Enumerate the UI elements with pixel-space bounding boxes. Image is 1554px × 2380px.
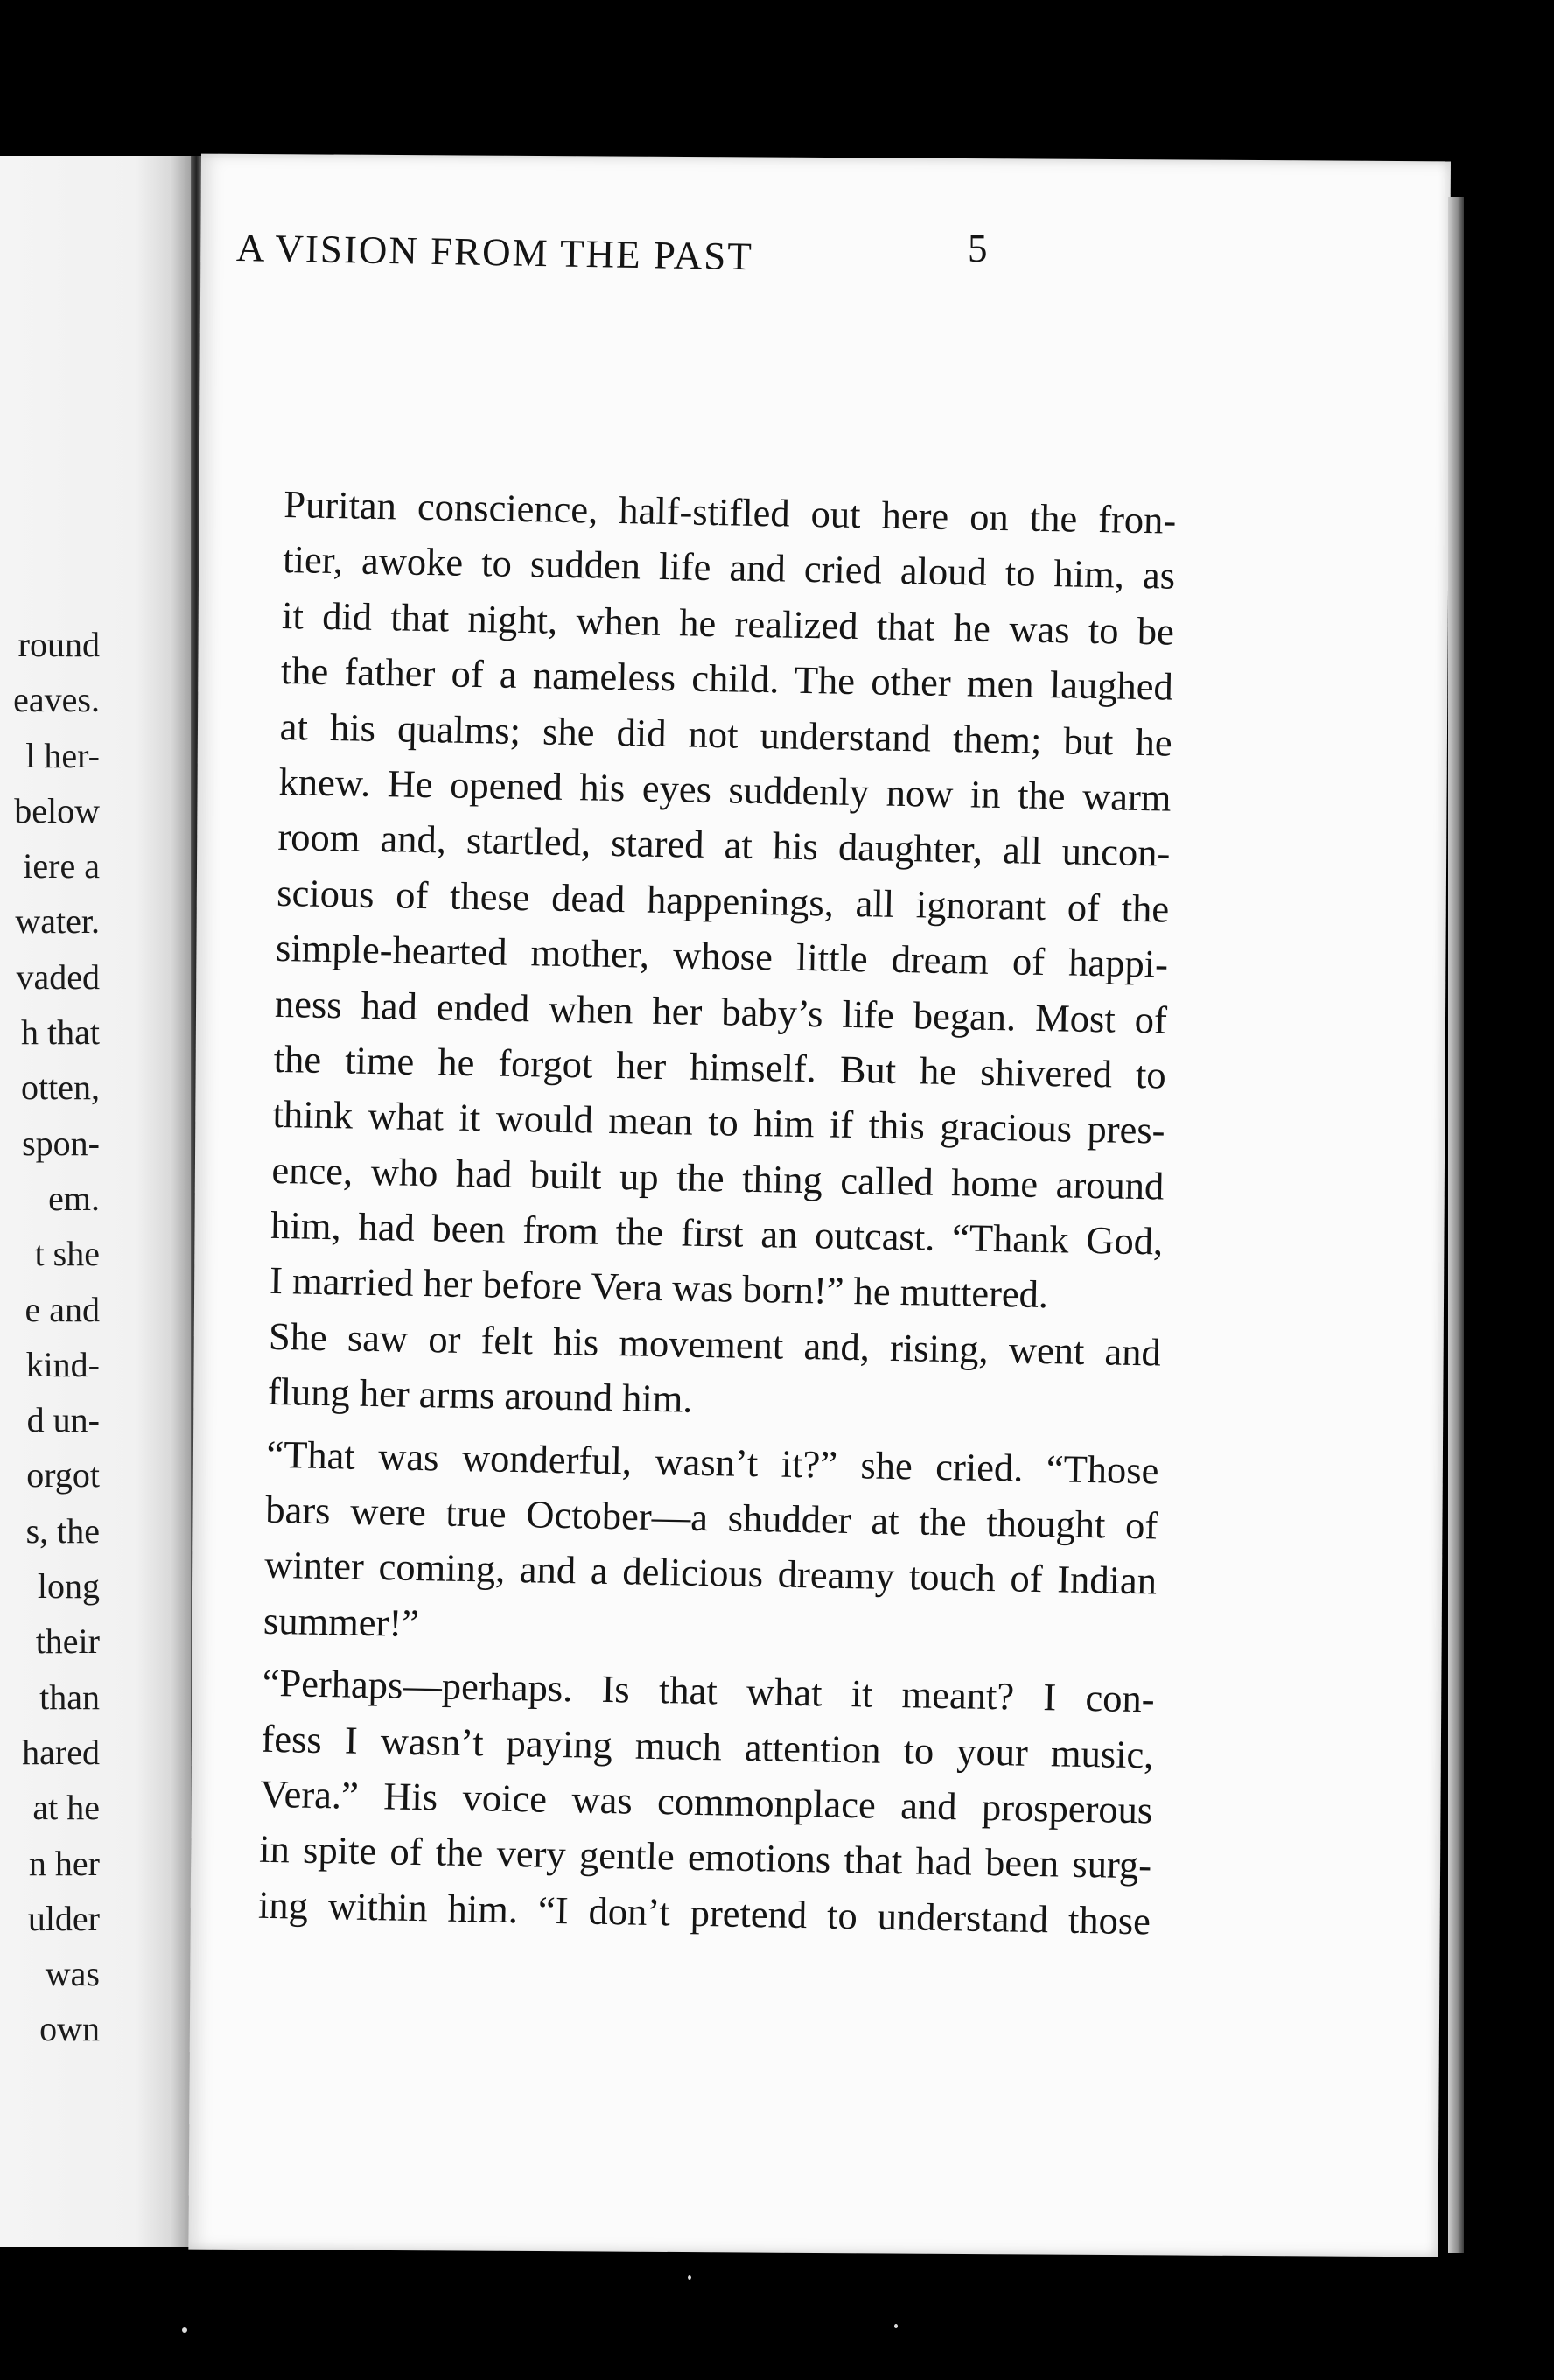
body-line: winter coming, and a delicious dreamy touch of Indian bbox=[263, 1543, 1158, 1603]
left-page-line: hared bbox=[22, 1732, 100, 1772]
body-line: flung her arms around him. bbox=[267, 1369, 693, 1421]
body-line: ness had ended when her baby’s life began. Most of bbox=[274, 981, 1168, 1042]
running-head: A VISION FROM THE PAST bbox=[235, 226, 754, 279]
dust-speck bbox=[894, 2324, 898, 2328]
left-page-line: was bbox=[45, 1954, 100, 1994]
left-page-line: t she bbox=[34, 1234, 100, 1274]
left-page-line: l her- bbox=[25, 735, 100, 775]
body-line: it did that night, when he realized that he was to be bbox=[281, 592, 1175, 654]
left-page-line: orgot bbox=[26, 1455, 100, 1495]
left-page-line: vaded bbox=[16, 956, 100, 997]
body-line: in spite of the very gentle emotions that had been surg- bbox=[258, 1827, 1152, 1887]
body-line: the time he forgot her himself. But he shivered to bbox=[273, 1036, 1167, 1097]
left-page-line: eaves. bbox=[13, 680, 100, 720]
body-line: fess I wasn’t paying much attention to your music, bbox=[261, 1716, 1154, 1777]
left-page-line: e and bbox=[24, 1289, 100, 1329]
left-page-line: at he bbox=[32, 1788, 100, 1828]
left-page-line: round bbox=[18, 625, 100, 664]
left-page-line: ulder bbox=[27, 1898, 100, 1938]
left-page-line: their bbox=[35, 1621, 100, 1662]
left-page-line: below bbox=[14, 790, 100, 830]
left-facing-page bbox=[0, 156, 194, 2247]
left-page-line: h that bbox=[21, 1012, 100, 1053]
left-page-line: kind- bbox=[25, 1344, 100, 1384]
left-page-line: than bbox=[39, 1676, 100, 1717]
body-line: Puritan conscience, half-stifled out here on the fron- bbox=[283, 481, 1177, 542]
body-line: Vera.” His voice was commonplace and prosperous bbox=[259, 1771, 1153, 1832]
left-page-line: own bbox=[39, 2009, 100, 2049]
dust-speck bbox=[688, 2275, 691, 2280]
body-line: simple-hearted mother, whose little dream of happi- bbox=[275, 926, 1169, 986]
body-line: tier, awoke to sudden life and cried aloud to him, as bbox=[282, 537, 1176, 598]
body-line: I married her before Vera was born!” he muttered. bbox=[269, 1258, 1049, 1317]
body-line: him, had been from the first an outcast. “Thank God, bbox=[270, 1202, 1164, 1264]
body-line: room and, startled, stared at his daughter, all uncon- bbox=[277, 815, 1171, 875]
body-line: scious of these dead happenings, all ignorant of the bbox=[276, 870, 1170, 931]
left-page-line: otten, bbox=[21, 1068, 100, 1108]
left-page-line: n her bbox=[28, 1843, 100, 1883]
body-line: She saw or felt his movement and, rising, went and bbox=[268, 1313, 1162, 1375]
left-page-line: s, the bbox=[25, 1510, 100, 1550]
body-line: “That was wonderful, wasn’t it?” she cried. “Those bbox=[266, 1432, 1159, 1493]
left-page-line: long bbox=[37, 1566, 100, 1606]
body-line: knew. He opened his eyes suddenly now in the warm bbox=[278, 759, 1172, 820]
body-line: “Perhaps—perhaps. Is that what it meant? I con- bbox=[262, 1660, 1156, 1721]
left-page-line: iere a bbox=[23, 846, 100, 886]
page-number: 5 bbox=[968, 227, 988, 270]
body-line: at his qualms; she did not understand them; but he bbox=[279, 704, 1173, 765]
left-page-line: em. bbox=[48, 1178, 100, 1218]
body-text bbox=[258, 477, 1177, 1950]
body-line: ence, who had built up the thing called home around bbox=[271, 1147, 1165, 1208]
body-line: ing within him. “I don’t pretend to understand those bbox=[257, 1882, 1152, 1943]
left-page-line: spon- bbox=[22, 1123, 100, 1163]
body-line: think what it would mean to him if this gracious pres- bbox=[272, 1092, 1166, 1152]
left-page-line: water. bbox=[15, 901, 100, 942]
body-line: the father of a nameless child. The other men laughed bbox=[280, 648, 1174, 709]
body-line: bars were true October—a shudder at the thought of bbox=[264, 1487, 1158, 1548]
left-page-text bbox=[0, 617, 100, 2057]
body-line: summer!” bbox=[262, 1598, 420, 1645]
left-page-line: d un- bbox=[26, 1400, 100, 1440]
dust-speck bbox=[182, 2328, 187, 2333]
page-edge-shadow bbox=[1448, 197, 1464, 2253]
